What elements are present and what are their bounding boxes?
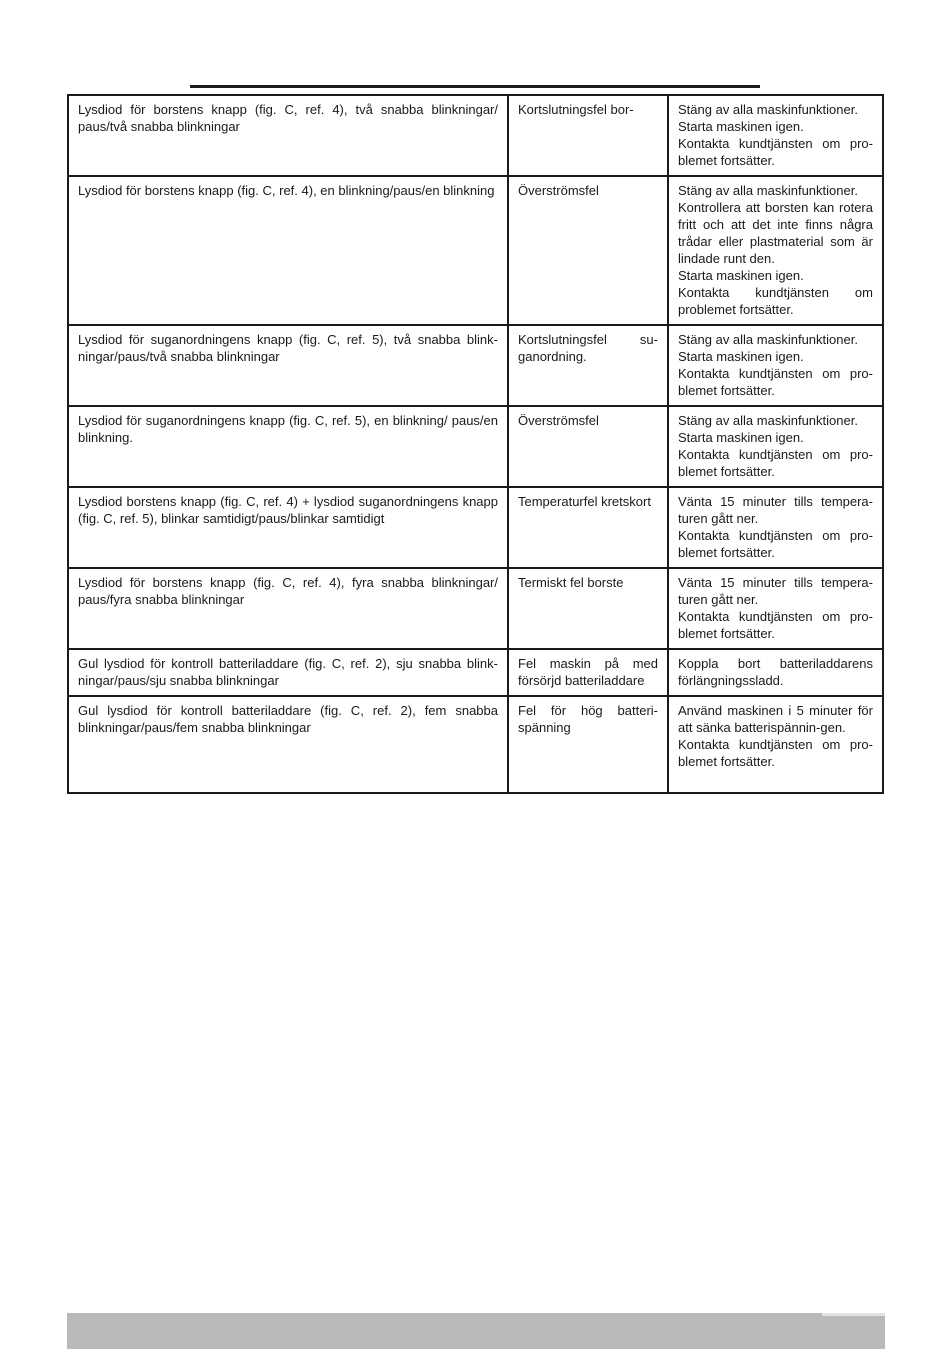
action-line: Använd maskinen i 5 minuter för att sänka batterispännin-gen. xyxy=(678,703,873,735)
signal-cell: Lysdiod för borstens knapp (fig. C, ref. 4), fyra snabba blinkningar/ paus/fyra snabba blinkningar xyxy=(68,568,508,649)
action-cell xyxy=(668,487,883,568)
action-line: Stäng av alla maskinfunktioner. xyxy=(678,332,858,347)
troubleshooting-table xyxy=(67,94,884,794)
signal-cell: Gul lysdiod för kontroll batteriladdare (fig. C, ref. 2), sju snabba blink-ningar/paus/sju snabba blinkningar xyxy=(68,649,508,696)
action-cell xyxy=(668,406,883,487)
fault-cell: Fel maskin på med försörjd batteriladdare xyxy=(508,649,668,696)
signal-cell: Lysdiod för suganordningens knapp (fig. C, ref. 5), en blinkning/ paus/en blinkning. xyxy=(68,406,508,487)
action-line: Kontrollera att borsten kan rotera fritt och att det inte finns några trådar eller plastmaterial som är lindade runt den. xyxy=(678,200,873,266)
action-line: Stäng av alla maskinfunktioner. xyxy=(678,183,858,198)
action-line: Kontakta kundtjänsten om pro-blemet fortsätter. xyxy=(678,609,873,641)
table-body xyxy=(68,95,883,793)
action-line: Vänta 15 minuter tills tempera-turen gått ner. xyxy=(678,575,873,607)
fault-cell: Temperaturfel kretskort xyxy=(508,487,668,568)
signal-cell: Gul lysdiod för kontroll batteriladdare (fig. C, ref. 2), fem snabba blinkningar/paus/fem snabba blinkningar xyxy=(68,696,508,793)
footer-notch xyxy=(822,1313,885,1316)
action-line: Vänta 15 minuter tills tempera-turen gått ner. xyxy=(678,494,873,526)
action-line: Koppla bort batteriladdarens förlängningssladd. xyxy=(678,656,873,688)
table-row xyxy=(68,696,883,793)
action-line: Starta maskinen igen. xyxy=(678,119,804,134)
action-cell xyxy=(668,325,883,406)
table-row xyxy=(68,649,883,696)
fault-cell: Termiskt fel borste xyxy=(508,568,668,649)
fault-cell: Överströmsfel xyxy=(508,406,668,487)
action-line: Starta maskinen igen. xyxy=(678,430,804,445)
fault-cell: Fel för hög batteri-spänning xyxy=(508,696,668,793)
action-line: Kontakta kundtjänsten om pro-blemet fortsätter. xyxy=(678,528,873,560)
footer-bar xyxy=(67,1313,885,1349)
action-cell xyxy=(668,568,883,649)
action-cell xyxy=(668,176,883,325)
action-line: Stäng av alla maskinfunktioner. xyxy=(678,413,858,428)
top-rule xyxy=(190,85,760,88)
table-row xyxy=(68,568,883,649)
action-cell xyxy=(668,696,883,793)
action-line: Starta maskinen igen. xyxy=(678,349,804,364)
action-cell xyxy=(668,649,883,696)
fault-cell: Kortslutningsfel su-ganordning. xyxy=(508,325,668,406)
signal-cell: Lysdiod för borstens knapp (fig. C, ref. 4), en blinkning/paus/en blinkning xyxy=(68,176,508,325)
table-row xyxy=(68,487,883,568)
action-cell xyxy=(668,95,883,176)
table-row xyxy=(68,406,883,487)
action-line: Stäng av alla maskinfunktioner. xyxy=(678,102,858,117)
signal-cell: Lysdiod borstens knapp (fig. C, ref. 4) + lysdiod suganordningens knapp (fig. C, ref. 5), blinkar samtidigt/paus/blinkar samtidigt xyxy=(68,487,508,568)
action-line: Kontakta kundtjänsten om problemet fortsätter. xyxy=(678,285,873,317)
signal-cell: Lysdiod för borstens knapp (fig. C, ref. 4), två snabba blinkningar/ paus/två snabba blinkningar xyxy=(68,95,508,176)
table-row xyxy=(68,176,883,325)
table-row xyxy=(68,95,883,176)
fault-cell: Överströmsfel xyxy=(508,176,668,325)
action-line: Kontakta kundtjänsten om pro-blemet fortsätter. xyxy=(678,447,873,479)
action-line: Kontakta kundtjänsten om pro-blemet fortsätter. xyxy=(678,737,873,769)
table-row xyxy=(68,325,883,406)
fault-cell: Kortslutningsfel bor- xyxy=(508,95,668,176)
action-line: Kontakta kundtjänsten om pro-blemet fortsätter. xyxy=(678,136,873,168)
signal-cell: Lysdiod för suganordningens knapp (fig. C, ref. 5), två snabba blink-ningar/paus/två snabba blinkningar xyxy=(68,325,508,406)
action-line: Kontakta kundtjänsten om pro-blemet fortsätter. xyxy=(678,366,873,398)
action-line: Starta maskinen igen. xyxy=(678,268,804,283)
